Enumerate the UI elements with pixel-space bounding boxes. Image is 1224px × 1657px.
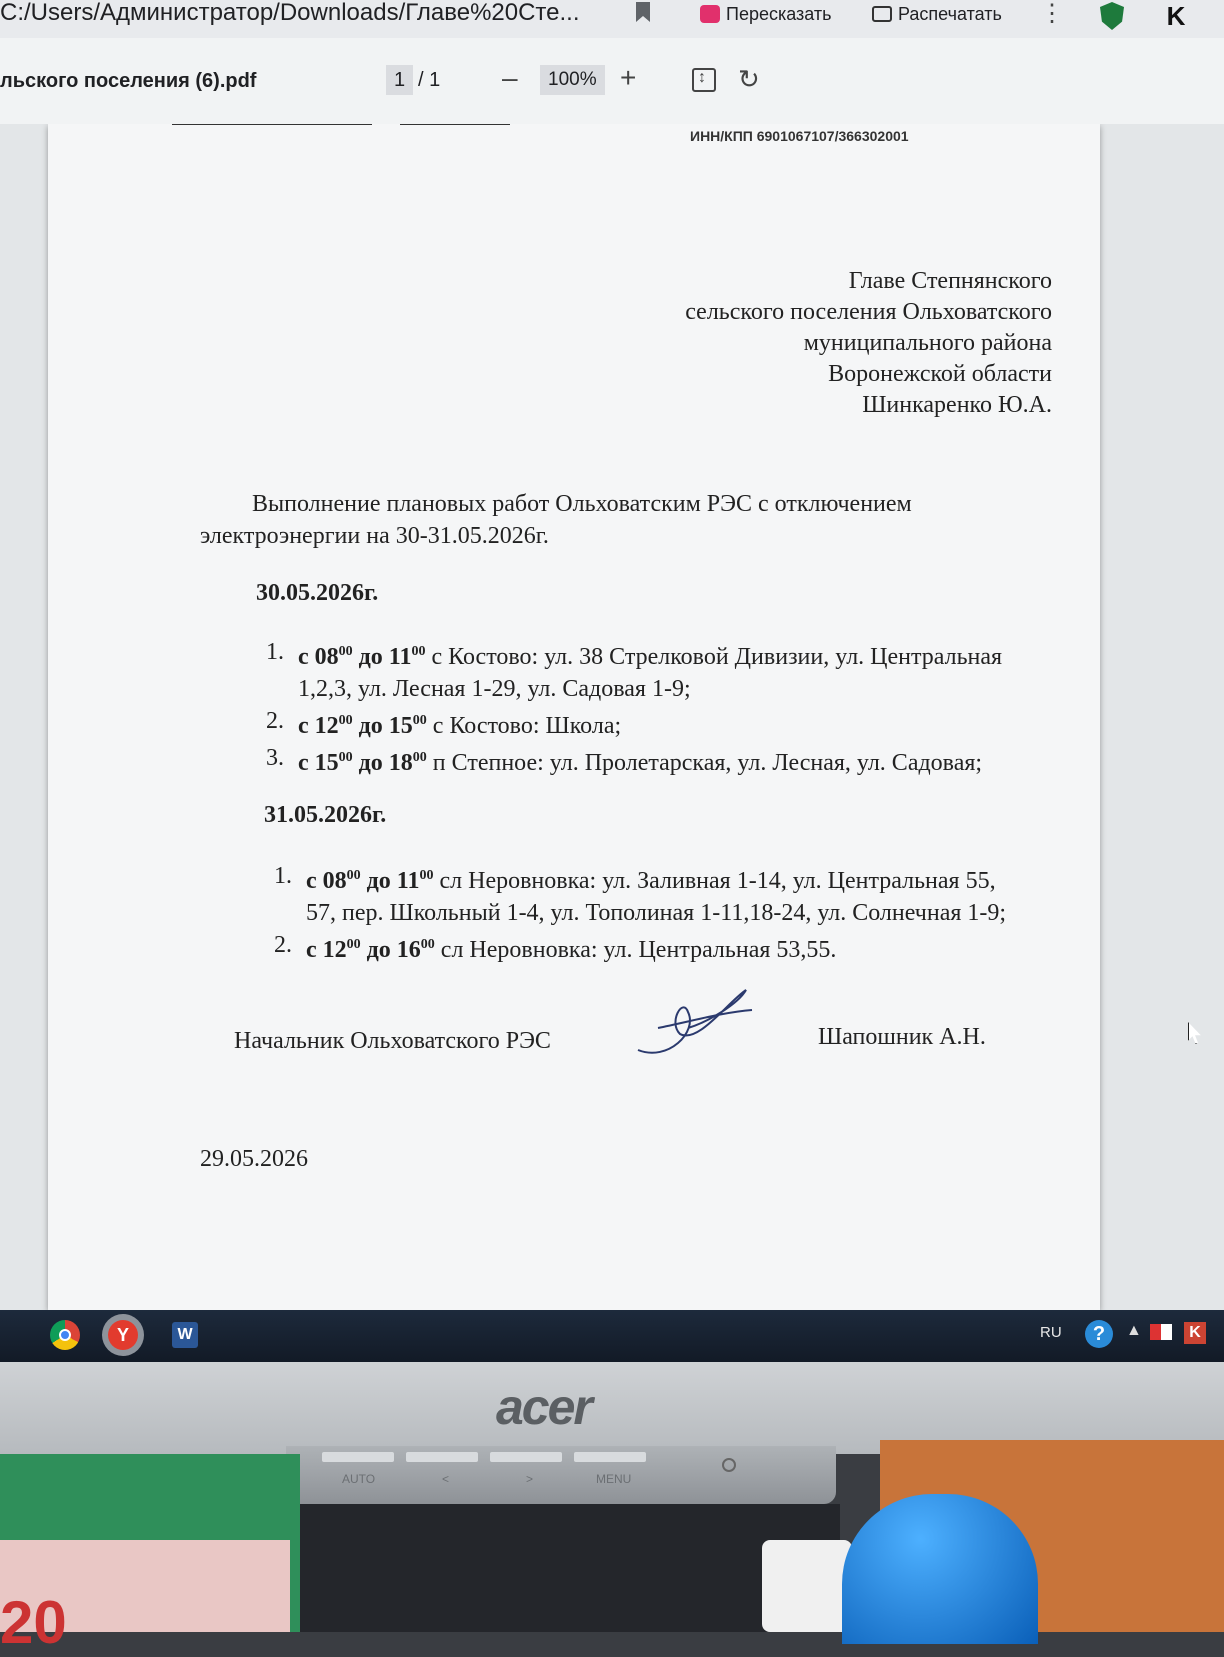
time-to-minutes: 00: [420, 937, 435, 952]
time-to: до 15: [352, 713, 413, 739]
time-to: до 18: [352, 750, 413, 776]
zoom-in-button[interactable]: +: [620, 62, 637, 93]
list-item: [274, 860, 1014, 929]
time-from-minutes: 00: [346, 868, 361, 883]
extension-icon[interactable]: K: [1166, 1, 1186, 31]
pdf-toolbar: [0, 38, 1224, 124]
time-range: [298, 750, 427, 776]
word-icon[interactable]: W: [172, 1322, 198, 1348]
item-number: 2.: [274, 932, 292, 958]
time-to: до 11: [352, 644, 412, 670]
monitor-label: MENU: [596, 1472, 632, 1486]
language-indicator[interactable]: RU: [1040, 1324, 1062, 1341]
time-to-minutes: 00: [411, 644, 426, 659]
item-number: 2.: [266, 708, 284, 734]
time-from: с 08: [298, 644, 339, 670]
schedule-date: 30.05.2026г.: [256, 580, 379, 606]
power-icon[interactable]: [722, 1458, 736, 1472]
item-number: 3.: [266, 745, 284, 771]
header-line: [172, 124, 372, 125]
rotate-icon[interactable]: ↻: [738, 64, 760, 94]
desk-note-number: 20: [0, 1589, 67, 1656]
retell-button[interactable]: [700, 0, 832, 28]
print-label: Распечатать: [898, 3, 1002, 24]
signature-image: [628, 982, 758, 1062]
signatory-name: Шапошник А.Н.: [818, 1024, 986, 1050]
retell-label: Пересказать: [726, 3, 832, 24]
time-to: до 11: [360, 868, 420, 894]
item-text: сл Неровновка: ул. Центральная 53,55.: [434, 937, 837, 963]
address-bar[interactable]: C:/Users/Администратор/Downloads/Главе%20Сте...: [0, 0, 580, 26]
time-from-minutes: 00: [338, 644, 353, 659]
time-from-minutes: 00: [338, 713, 353, 728]
document-date: 29.05.2026: [200, 1146, 308, 1172]
monitor-label: AUTO: [342, 1472, 376, 1486]
schedule-list: [266, 636, 1026, 779]
monitor-brand-logo: acer: [496, 1379, 591, 1435]
document-subject: Выполнение плановых работ Ольховатским РЭС с отключением электроэнергии на 30-31.05.2026г.: [200, 491, 912, 549]
time-to-minutes: 00: [419, 868, 434, 883]
mouse-cursor-icon: [1188, 1022, 1204, 1044]
printer-icon: [872, 6, 892, 22]
item-text: с Костово: ул. 38 Стрелковой Дивизии, ул. Центральная 1,2,3, ул. Лесная 1-29, ул. Садовая 1-9;: [298, 644, 1003, 702]
taskbar: [0, 1310, 1224, 1362]
desk-dark-area: [300, 1504, 840, 1632]
addressee-line: муниципального района: [803, 330, 1052, 356]
inn-kpp: ИНН/КПП 6901067107/366302001: [690, 128, 909, 144]
pdf-page: [48, 124, 1100, 1310]
page-number-input[interactable]: 1: [386, 65, 413, 95]
monitor-label: >: [526, 1472, 534, 1486]
addressee-line: Шинкаренко Ю.А.: [862, 392, 1052, 418]
desk-white-roll: [762, 1540, 852, 1632]
time-range: [306, 868, 433, 894]
shield-icon[interactable]: [1100, 2, 1124, 30]
monitor-menu-button[interactable]: [574, 1452, 646, 1462]
monitor-auto-button[interactable]: [322, 1452, 394, 1462]
fit-page-icon[interactable]: [692, 68, 716, 92]
time-from-minutes: 00: [346, 937, 361, 952]
zoom-out-button[interactable]: –: [502, 62, 518, 93]
time-from: с 08: [306, 868, 347, 894]
time-to: до 16: [360, 937, 421, 963]
more-menu-icon[interactable]: ⋮: [1040, 0, 1064, 27]
list-item: [266, 705, 1026, 742]
monitor-label: <: [442, 1472, 450, 1486]
yandex-browser-icon[interactable]: Y: [108, 1320, 138, 1350]
addressee-line: сельского поселения Ольховатского: [685, 299, 1052, 325]
time-range: [298, 713, 427, 739]
print-button[interactable]: [872, 0, 1002, 28]
header-line: [400, 124, 510, 125]
browser-top-bar: [0, 0, 1224, 39]
chrome-icon[interactable]: [50, 1320, 80, 1350]
flag-icon[interactable]: [1150, 1324, 1172, 1340]
schedule-list: [274, 860, 1014, 966]
list-item: [274, 929, 1014, 966]
bookmark-icon[interactable]: [636, 2, 650, 22]
list-item: [266, 742, 1026, 779]
schedule-date: 31.05.2026г.: [264, 802, 387, 828]
time-from: с 12: [298, 713, 339, 739]
tray-expand-icon[interactable]: ▲: [1126, 1322, 1142, 1339]
desk-blue-cap: [842, 1494, 1038, 1644]
item-text: п Степное: ул. Пролетарская, ул. Лесная, ул. Садовая;: [426, 750, 983, 776]
time-from-minutes: 00: [338, 750, 353, 765]
retell-icon: [700, 5, 720, 23]
zoom-level-input[interactable]: 100%: [540, 65, 605, 95]
monitor-left-button[interactable]: [406, 1452, 478, 1462]
help-icon[interactable]: ?: [1085, 1320, 1113, 1348]
monitor-right-button[interactable]: [490, 1452, 562, 1462]
page-total: / 1: [418, 69, 441, 91]
time-range: [298, 644, 425, 670]
time-from: с 12: [306, 937, 347, 963]
signatory-position: Начальник Ольховатского РЭС: [234, 1028, 551, 1054]
item-text: сл Неровновка: ул. Заливная 1-14, ул. Центральная 55, 57, пер. Школьный 1-4, ул. Тополиная 1-11,18-24, ул. Солнечная 1-9;: [306, 868, 1007, 926]
item-number: 1.: [274, 863, 292, 889]
monitor-button-panel: [286, 1446, 836, 1504]
time-to-minutes: 00: [412, 713, 427, 728]
time-to-minutes: 00: [412, 750, 427, 765]
pdf-filename: льского поселения (6).pdf: [0, 70, 257, 92]
time-from: с 15: [298, 750, 339, 776]
addressee-block: [685, 266, 1052, 421]
time-range: [306, 937, 435, 963]
addressee-line: Воронежской области: [828, 361, 1052, 387]
addressee-line: Главе Степнянского: [848, 268, 1052, 294]
pdf-viewer[interactable]: [0, 124, 1224, 1320]
antivirus-icon[interactable]: K: [1184, 1322, 1206, 1344]
list-item: [266, 636, 1026, 705]
item-number: 1.: [266, 639, 284, 665]
item-text: с Костово: Школа;: [426, 713, 622, 739]
